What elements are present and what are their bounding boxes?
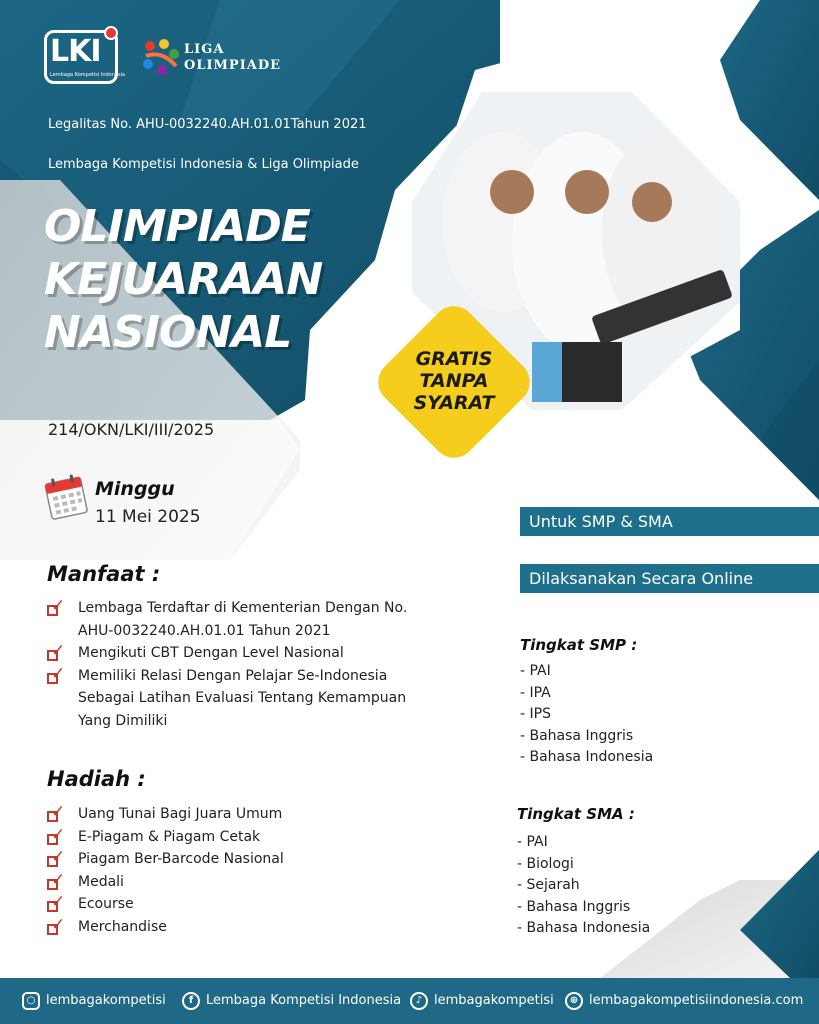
instagram-handle: lembagakompetisi	[46, 993, 166, 1008]
lki-logo-subtext: Lembaga Kompetisi Indonesia	[50, 72, 126, 78]
checkbox-checked-icon: ✓	[47, 828, 67, 846]
prize-text: Uang Tunai Bagi Juara Umum	[78, 806, 283, 822]
badge-line1: GRATIS	[415, 348, 493, 370]
target-audience-bar: Untuk SMP & SMA	[520, 507, 819, 536]
benefit-item	[47, 665, 447, 733]
prize-text: E-Piagam & Piagam Cetak	[78, 828, 261, 845]
checkbox-checked-icon: ✓	[47, 873, 67, 891]
subject-item: - PAI	[520, 663, 551, 679]
checkbox-checked-icon: ✓	[47, 805, 67, 823]
subject-item: - Bahasa Indonesia	[520, 749, 654, 765]
badge-line2: TANPA	[419, 370, 489, 392]
event-day: Minggu	[95, 478, 175, 500]
prizes-list	[47, 803, 447, 938]
main-title	[44, 200, 322, 359]
tiktok-handle: lembagakompetisi	[434, 993, 554, 1008]
prize-text: Merchandise	[78, 918, 167, 935]
lki-logo-dot	[104, 26, 118, 40]
calendar-icon	[44, 472, 90, 522]
facebook-icon: f	[182, 992, 200, 1010]
instagram-link[interactable]	[22, 978, 166, 1024]
badge-line3: SYARAT	[413, 392, 495, 414]
liga-logo-line2: OLIMPIADE	[184, 58, 282, 73]
subject-item: - Bahasa Inggris	[517, 898, 631, 915]
benefits-list	[47, 597, 447, 732]
checkbox-checked-icon: ✓	[47, 599, 67, 617]
sma-heading: Tingkat SMA :	[517, 805, 635, 823]
title-line2: KEJUARAAN	[44, 254, 323, 305]
benefits-heading: Manfaat :	[47, 562, 161, 586]
benefit-item	[47, 597, 447, 642]
lki-logo	[44, 30, 124, 88]
checkbox-checked-icon: ✓	[47, 667, 67, 685]
online-mode-bar: Dilaksanakan Secara Online	[520, 564, 819, 593]
benefit-text: Mengikuti CBT Dengan Level Nasional	[78, 645, 344, 661]
benefit-text: Sebagai Latihan Evaluasi Tentang Kemampuan	[78, 690, 407, 706]
smp-heading: Tingkat SMP :	[520, 636, 638, 654]
prizes-heading: Hadiah :	[47, 767, 146, 791]
tiktok-icon: ♪	[410, 992, 428, 1010]
subject-item: - PAI	[517, 834, 548, 850]
checkbox-checked-icon: ✓	[47, 918, 67, 936]
smp-subject-list	[520, 661, 653, 769]
prize-item	[47, 803, 447, 826]
facebook-handle: Lembaga Kompetisi Indonesia	[206, 993, 402, 1008]
event-code: 214/OKN/LKI/III/2025	[48, 420, 215, 439]
organizer-text: Lembaga Kompetisi Indonesia & Liga Olimpiade	[48, 157, 359, 172]
website-url: lembagakompetisiindonesia.com	[589, 993, 804, 1008]
prize-item	[47, 848, 447, 871]
globe-icon: ⊕	[565, 992, 583, 1010]
checkbox-checked-icon: ✓	[47, 895, 67, 913]
liga-olimpiade-mark-icon	[138, 36, 184, 82]
event-date: 11 Mei 2025	[95, 507, 201, 527]
subject-item: - Bahasa Indonesia	[517, 920, 651, 936]
prize-text: Medali	[78, 873, 124, 890]
liga-olimpiade-logo	[138, 34, 298, 86]
liga-logo-line1: LIGA	[184, 42, 225, 57]
checkbox-checked-icon: ✓	[47, 644, 67, 662]
title-line1: OLIMPIADE	[44, 201, 310, 252]
subject-item: - Sejarah	[517, 877, 580, 893]
free-badge	[362, 290, 546, 474]
legal-number: Legalitas No. AHU-0032240.AH.01.01Tahun 2021	[48, 117, 367, 132]
prize-item	[47, 826, 447, 849]
subject-item: - IPA	[520, 684, 551, 701]
tiktok-link[interactable]	[410, 978, 554, 1024]
benefit-text: AHU-0032240.AH.01.01 Tahun 2021	[78, 622, 331, 639]
prize-text: Piagam Ber-Barcode Nasional	[78, 851, 284, 867]
benefit-text: Yang Dimiliki	[78, 712, 168, 729]
checkbox-checked-icon: ✓	[47, 850, 67, 868]
prize-text: Ecourse	[78, 896, 134, 912]
instagram-icon: ○	[22, 992, 40, 1010]
benefit-text: Lembaga Terdaftar di Kementerian Dengan No.	[78, 600, 408, 616]
subject-item: - Biologi	[517, 855, 574, 872]
benefit-text: Memiliki Relasi Dengan Pelajar Se-Indonesia	[78, 667, 388, 684]
lki-logo-text: LKI	[50, 34, 101, 69]
subject-item: - Bahasa Inggris	[520, 727, 634, 744]
subject-item: - IPS	[520, 706, 551, 722]
sma-subject-list	[517, 832, 650, 940]
badge-text	[362, 348, 546, 414]
facebook-link[interactable]	[182, 978, 401, 1024]
prize-item	[47, 871, 447, 894]
social-footer	[0, 978, 819, 1024]
title-line3: NASIONAL	[44, 307, 292, 358]
benefit-item	[47, 642, 447, 665]
prize-item	[47, 893, 447, 916]
prize-item	[47, 916, 447, 939]
website-link[interactable]	[565, 978, 803, 1024]
